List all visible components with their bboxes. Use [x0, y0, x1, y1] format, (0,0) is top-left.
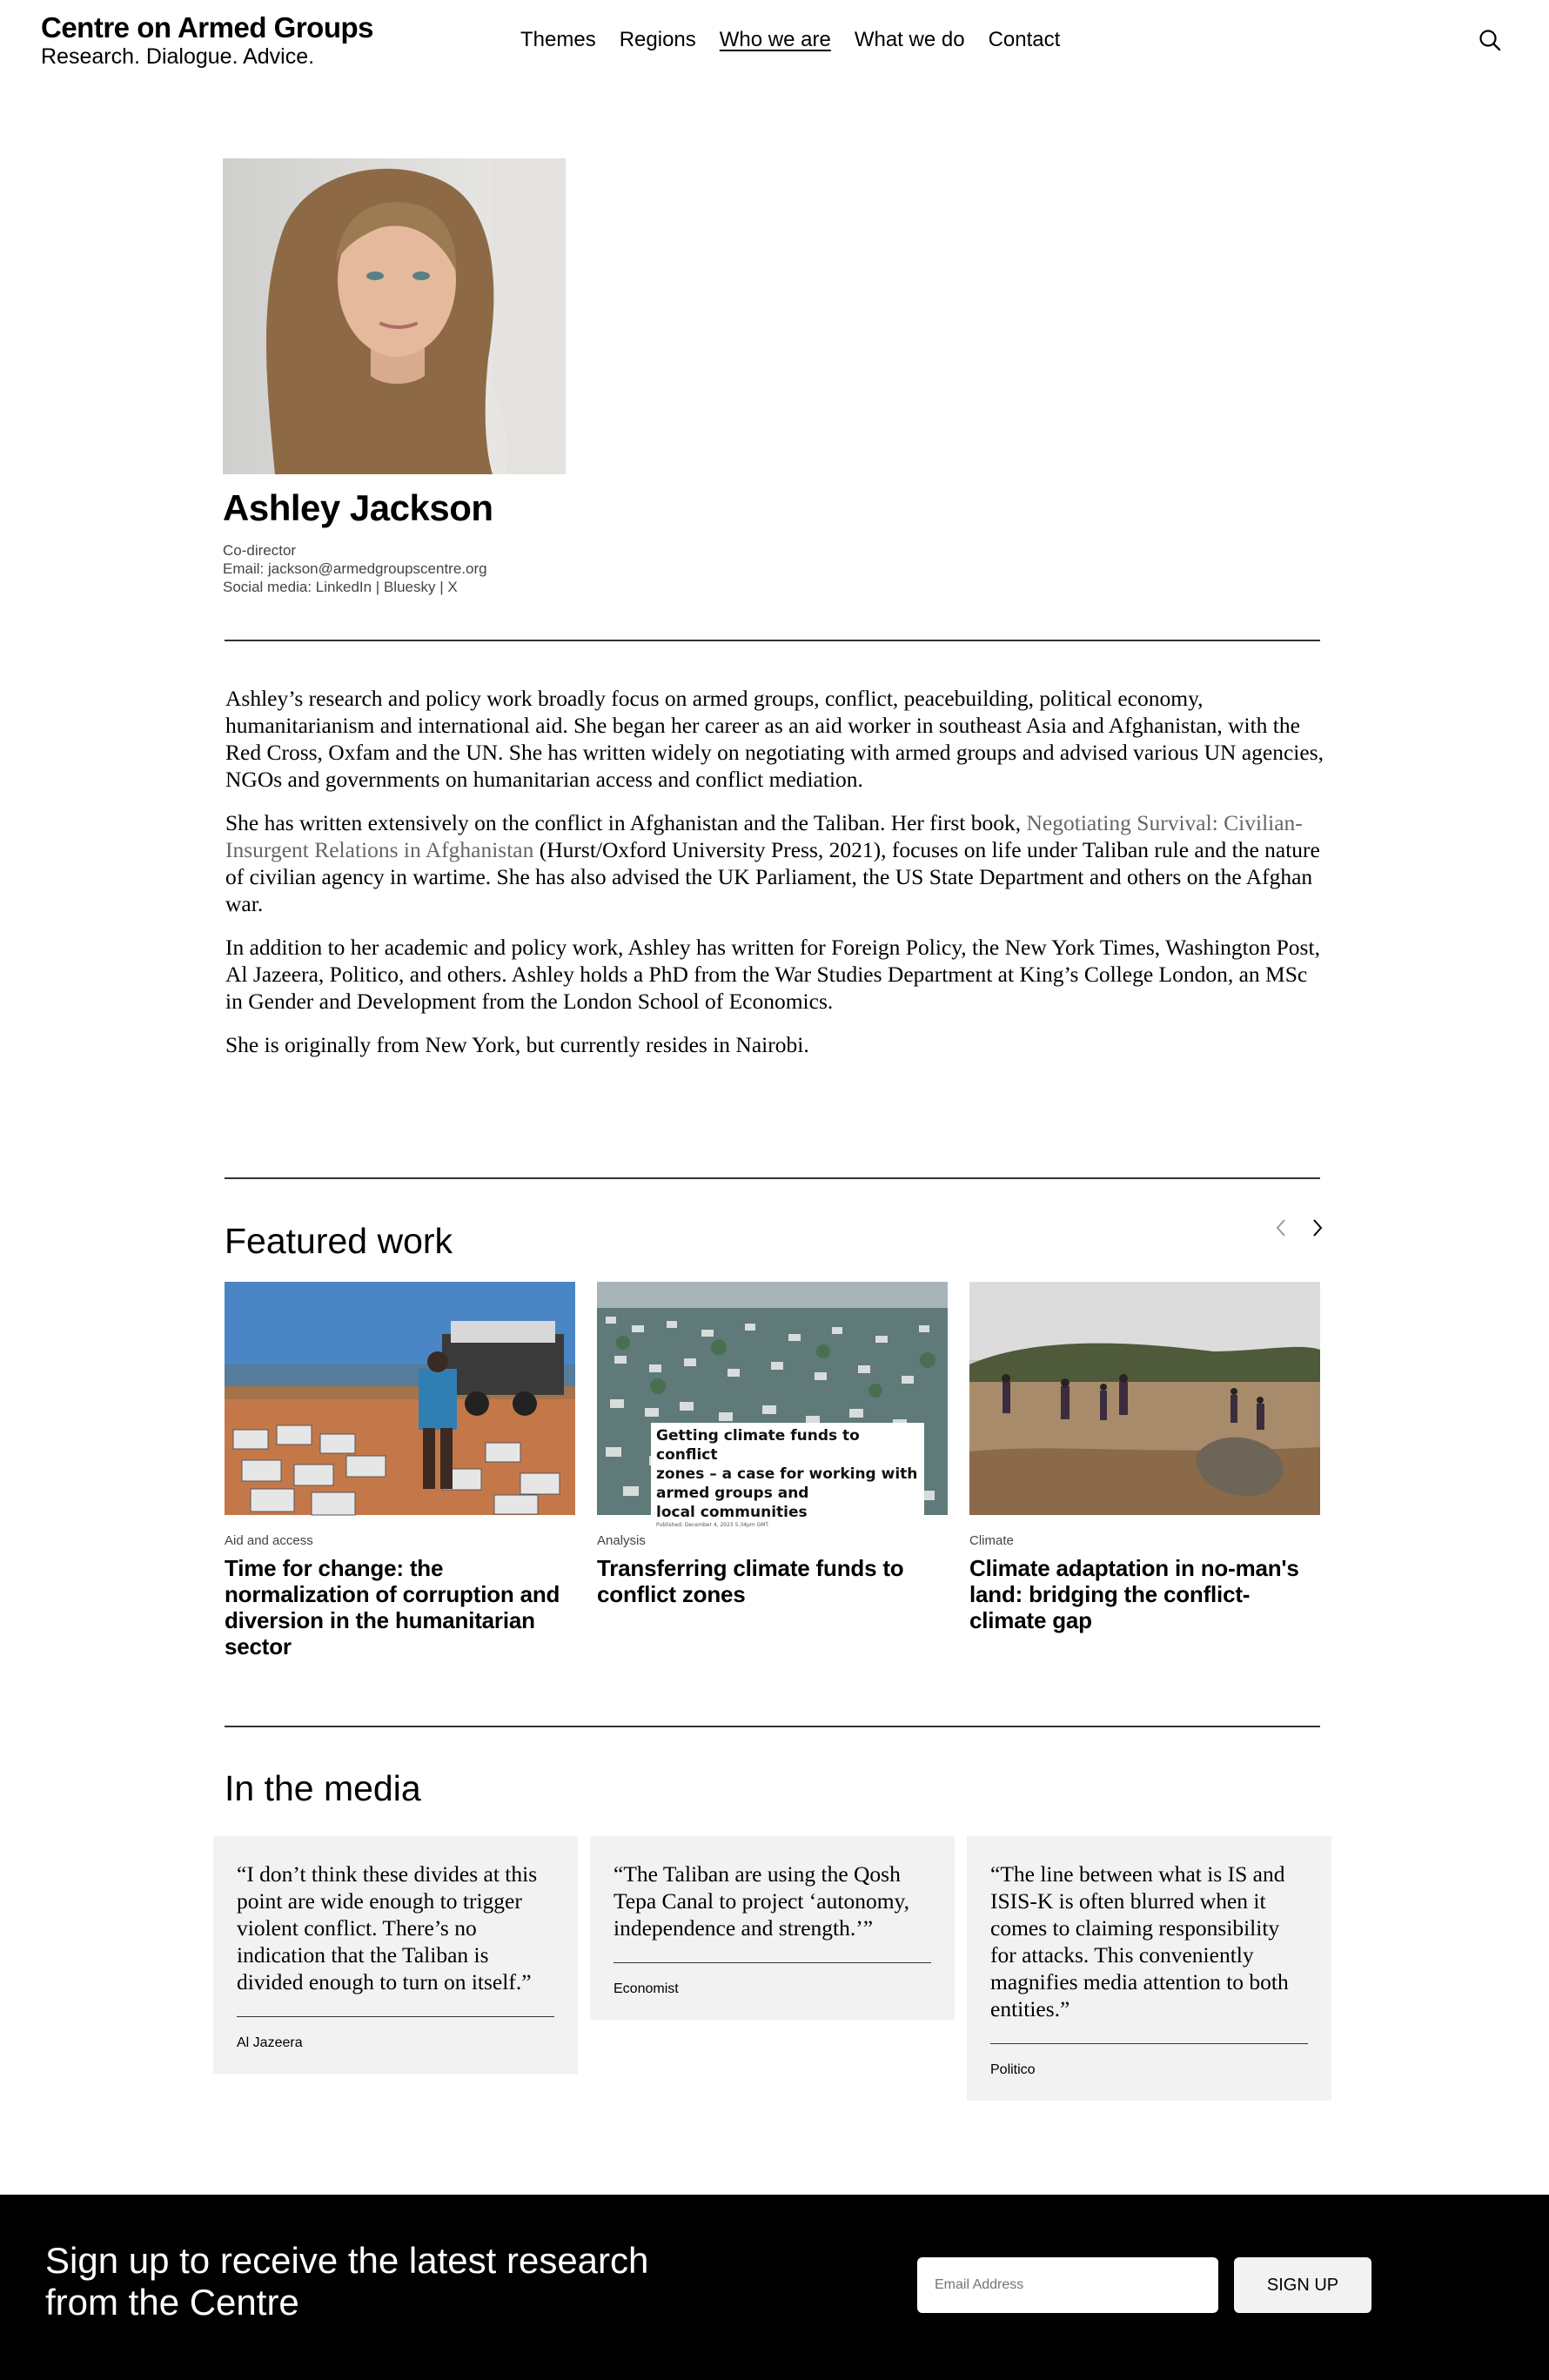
- divider: [225, 1177, 1320, 1179]
- bio: [225, 685, 1324, 1075]
- divider: [225, 640, 1320, 641]
- media-quote-card[interactable]: [213, 1836, 578, 2074]
- sign-up-button[interactable]: SIGN UP: [1234, 2257, 1371, 2313]
- divider: [237, 2016, 554, 2017]
- in-the-media-title: In the media: [225, 1768, 421, 1808]
- bio-paragraph: She has written extensively on the conflict in Afghanistan and the Taliban. Her first book, Negotiating Survival: Civilian-Insurgent Relations in Afghanistan (Hurst/Oxford University Press, 2021), focuses on life under Taliban rule and the nature of civilian agency in wartime. She has also advised the UK Parliament, the US State Department and others on the Afghan war.: [225, 810, 1320, 916]
- carousel-controls: [1272, 1217, 1326, 1239]
- media-quotes: [213, 1836, 1331, 2101]
- book-link[interactable]: Negotiating Survival: Civilian-Insurgent Relations in Afghanistan: [225, 810, 1303, 862]
- main-nav: [520, 28, 1060, 52]
- profile-name: Ashley Jackson: [223, 487, 493, 528]
- quote-source: Politico: [990, 2062, 1036, 2077]
- featured-card[interactable]: [969, 1282, 1320, 1659]
- card-title: Climate adaptation in no-man's land: bridging the conflict-climate gap: [969, 1555, 1299, 1633]
- divider: [990, 2043, 1308, 2044]
- brand-tagline: Research. Dialogue. Advice.: [41, 44, 315, 69]
- profile-role: Co-director: [223, 542, 297, 559]
- nav-what-we-do[interactable]: What we do: [854, 28, 965, 51]
- nav-regions[interactable]: Regions: [619, 28, 696, 51]
- featured-card[interactable]: [225, 1282, 575, 1659]
- card-category: Climate: [969, 1533, 1014, 1548]
- card-category: Aid and access: [225, 1533, 313, 1548]
- profile-meta: [223, 541, 487, 596]
- newsletter-footer: [0, 2195, 1549, 2380]
- divider: [614, 1962, 931, 1963]
- bio-paragraph: She is originally from New York, but currently resides in Nairobi.: [225, 1032, 809, 1057]
- email-input[interactable]: [917, 2257, 1218, 2313]
- search-icon[interactable]: [1478, 28, 1504, 54]
- card-image-flood-aerial: [597, 1282, 948, 1528]
- card-image-river-crossing: [969, 1282, 1320, 1515]
- divider: [225, 1726, 1320, 1727]
- image-caption: Getting climate funds to conflict zones – a case for working with armed groups and local communities Published: December 4, 2023 5.34pm GMT: [651, 1423, 924, 1534]
- chevron-right-icon[interactable]: [1307, 1217, 1326, 1239]
- media-quote-card[interactable]: [590, 1836, 955, 2020]
- newsletter-text: Sign up to receive the latest research from the Centre: [45, 2240, 649, 2323]
- card-title: Time for change: the normalization of corruption and diversion in the humanitarian sector: [225, 1555, 560, 1659]
- nav-contact[interactable]: Contact: [988, 28, 1061, 51]
- chevron-left-icon[interactable]: [1272, 1217, 1291, 1239]
- social-label: Social media:: [223, 579, 312, 595]
- site-logo[interactable]: [41, 12, 373, 70]
- card-title: Transferring climate funds to conflict zones: [597, 1555, 904, 1607]
- social-linkedin[interactable]: LinkedIn: [315, 579, 372, 595]
- brand-name: Centre on Armed Groups: [41, 11, 373, 44]
- media-quote-card[interactable]: [967, 1836, 1331, 2101]
- nav-who-we-are[interactable]: Who we are: [719, 28, 831, 51]
- bio-paragraph: Ashley’s research and policy work broadly focus on armed groups, conflict, peacebuilding, political economy, humanitarianism and international aid. She began her career as an aid worker in southeast Asia and Afghanistan, with the Red Cross, Oxfam and the UN. She has written widely on negotiating with armed groups and advised various UN agencies, NGOs and governments on humanitarian access and conflict mediation.: [225, 686, 1324, 792]
- profile-social: [223, 578, 487, 596]
- featured-cards: [225, 1282, 1320, 1659]
- quote-source: Al Jazeera: [237, 2035, 303, 2050]
- card-image-aid-distribution: [225, 1282, 575, 1515]
- profile-photo: [223, 158, 566, 474]
- nav-themes[interactable]: Themes: [520, 28, 596, 51]
- social-separator: |: [435, 579, 448, 595]
- profile-email: [223, 560, 487, 578]
- quote-text: “The Taliban are using the Qosh Tepa Canal to project ‘autonomy, independence and strength.’”: [614, 1861, 909, 1941]
- featured-card[interactable]: [597, 1282, 948, 1659]
- email-link[interactable]: jackson@armedgroupscentre.org: [267, 560, 487, 577]
- social-separator: |: [372, 579, 384, 595]
- bio-paragraph: In addition to her academic and policy work, Ashley has written for Foreign Policy, the New York Times, Washington Post, Al Jazeera, Politico, and others. Ashley holds a PhD from the War Studies Department at King’s College London, an MSc in Gender and Development from the London School of Economics.: [225, 935, 1320, 1014]
- card-category: Analysis: [597, 1533, 646, 1548]
- quote-source: Economist: [614, 1981, 679, 1996]
- featured-work-title: Featured work: [225, 1221, 453, 1261]
- email-label: Email:: [223, 560, 265, 577]
- quote-text: “I don’t think these divides at this point are wide enough to trigger violent conflict. There’s no indication that the Taliban is divided enough to turn on itself.”: [237, 1861, 538, 1995]
- social-x[interactable]: X: [447, 579, 458, 595]
- quote-text: “The line between what is IS and ISIS-K is often blurred when it comes to claiming responsibility for attacks. This conveniently magnifies media attention to both entities.”: [990, 1861, 1289, 2021]
- social-bluesky[interactable]: Bluesky: [383, 579, 436, 595]
